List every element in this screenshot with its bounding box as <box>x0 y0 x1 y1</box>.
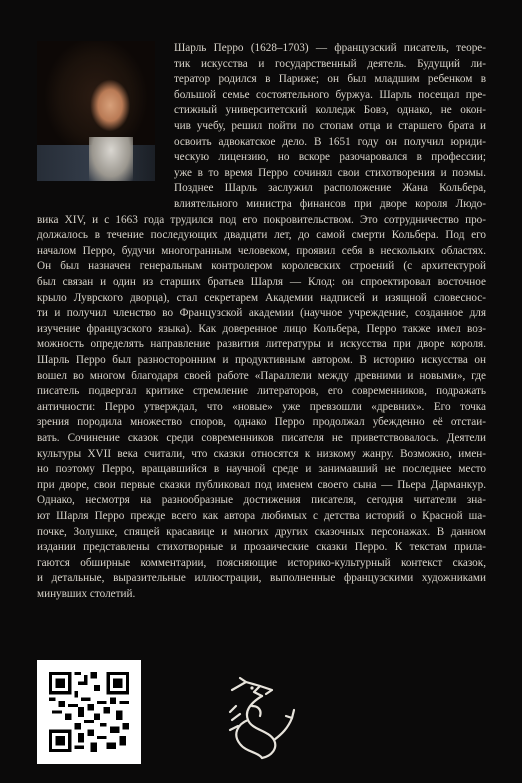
text-line: тик искусства и государственный деятель. Будущий ли- <box>174 57 486 70</box>
text-line: зрения породила множество споров, однако Перро продолжал убежденно её отстаи- <box>37 416 486 429</box>
text-line: Позднее Шарль заслужил расположение Жана Кольбера, <box>174 182 486 195</box>
qr-code-icon <box>37 660 141 764</box>
text-line: ти и получил членство во Французской академии (научное учреждение, созданное для <box>37 307 486 320</box>
text-line: издании представлены стихотворные и прозаические сказки Перро. К текстам прила- <box>37 541 486 554</box>
text-line: освоить адвокатское дело. В 1651 году он получил юриди- <box>174 135 486 148</box>
text-line: Шарль Перро был разносторонним и продуктивным автором. В историю искусства он <box>37 354 486 366</box>
text-line: стижный университетский колледж Бовэ, однако, не окон- <box>174 104 486 117</box>
text-line: и детальные, выразительные иллюстрации, выполненные французскими художниками <box>37 572 486 585</box>
text-line: Он был назначен генеральным контролером королевских строений (с архитектурой <box>37 260 486 273</box>
text-line: был связан и один из старших братьев Шарля — Клод: он спроектировал восточное <box>37 276 486 288</box>
text-line: Шарль Перро (1628–1703) — французский писатель, теоре- <box>174 42 486 54</box>
text-line: при дворе, свои первые сказки публиковал под именем своего сына — Пьера Дарманкур. <box>37 478 486 491</box>
text-line: культуры XVII века считали, что сказки относятся к низкому жанру. Возможно, имен- <box>37 447 486 460</box>
text-line: античности: Перро утверждал, что «новые» уже превзошли «древних». Его точка <box>37 400 486 413</box>
text-line: ческую лицензию, но вскоре разочаровался в профессии; <box>174 151 486 164</box>
text-line: чив учебу, решил пойти по стопам отца и старшего брата и <box>174 120 486 132</box>
text-line: вошел во многом благодаря своей работе «Параллели между древними и новыми», где <box>37 369 486 382</box>
text-line: влиятельного министра финансов при дворе короля Людо- <box>174 198 486 210</box>
text-line: можность определять направление развития литературы и искусства при дворе короля. <box>37 338 486 351</box>
text-line: вика XIV, и с 1663 года трудился под его покровительством. Это сотрудничество про- <box>37 213 486 226</box>
text-line: крыло Луврского дворца), стал секретарем Академии надписей и изящной словеснос- <box>37 291 486 304</box>
text-line: тератор родился в Париже; он был младшим ребенком в <box>174 73 486 86</box>
text-line: должалось в течение последующих двадцати лет, до самой смерти Кольбера. Под его <box>37 229 486 242</box>
text-line: почке, Золушке, спящей красавице и многих других сказочных персонажах. В данном <box>37 525 486 538</box>
text-line: вать. Сочинение сказок среди современников писателя не приветствовалось. Деятели <box>37 432 486 444</box>
text-line: но поэтому Перро, вращавшийся в научной среде и занимавший не последнее место <box>37 463 486 476</box>
dragon-logo-icon <box>222 676 298 767</box>
text-line: минувших столетий. <box>37 588 136 600</box>
text-line: писатель подвергал критике стремление литераторов, его современников, подражать <box>37 385 486 398</box>
text-line: изучение французского языка). Как доверенное лицо Кольбера, Перро также имел воз- <box>37 322 486 335</box>
text-line: гаются обширные комментарии, поясняющие историко-культурный контекст сказок, <box>37 556 486 569</box>
text-line: ют Шарля Перро прежде всего как автора любимых с детства историй о Красной ша- <box>37 510 486 522</box>
text-line: началом Перро, будучи многогранным человеком, проявил себя в нескольких областях. <box>37 244 486 257</box>
text-line: уже в то время Перро сочинял свои стихотворения и поэмы. <box>174 166 486 179</box>
text-line: Однако, несмотря на разнообразные достижения писателя, сегодня читатели зна- <box>37 494 486 507</box>
text-line: большой семье состоятельного буржуа. Шарль посещал пре- <box>174 88 486 101</box>
